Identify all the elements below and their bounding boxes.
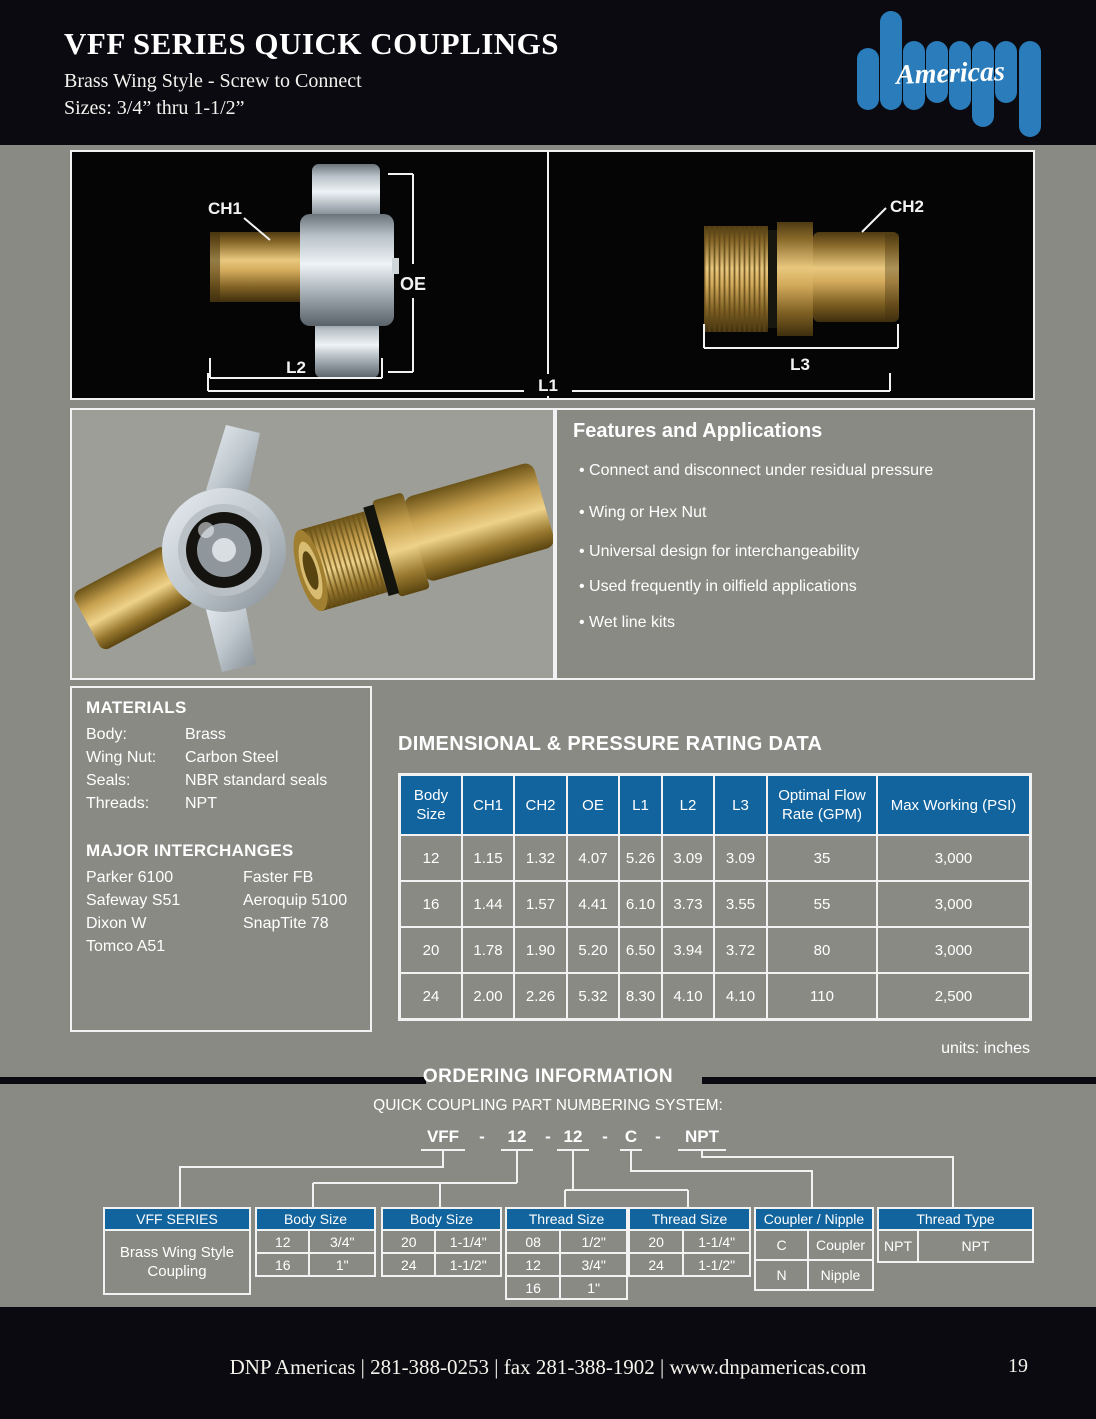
legend-box-thread-size-b: [628, 1207, 751, 1277]
table-cell: 3.09: [714, 835, 767, 881]
interchange-row: [86, 866, 358, 889]
dimension-diagrams-panel: [70, 150, 1035, 400]
part-segment-body-size: 12: [501, 1127, 533, 1151]
table-cell: 1.90: [514, 927, 567, 973]
code-cell: 20: [383, 1231, 436, 1252]
legend-box-header: Body Size: [383, 1209, 500, 1231]
value-cell: Coupler: [816, 1237, 866, 1253]
part-separator: -: [545, 1127, 551, 1146]
feature-item: • Used frequently in oilfield applications: [579, 578, 1009, 596]
table-cell: 2,500: [877, 973, 1030, 1019]
interchange-row: [86, 935, 358, 958]
oe-label: OE: [399, 274, 427, 294]
column-header: L3: [714, 775, 767, 835]
table-cell: 3.72: [714, 927, 767, 973]
legend-box-header: Thread Size: [507, 1209, 626, 1231]
legend-row: [507, 1252, 626, 1275]
legend-row: [507, 1275, 626, 1298]
interchange-brand: Tomco A51: [86, 938, 166, 955]
code-cell: 20: [630, 1231, 684, 1252]
ordering-title: ORDERING INFORMATION: [422, 1066, 674, 1087]
interchange-brand: Aeroquip 5100: [243, 892, 348, 909]
render-nipple: [284, 455, 553, 622]
features-title: Features and Applications: [573, 420, 823, 442]
code-cell: 16: [507, 1277, 561, 1298]
legend-box-coupler-nipple: [754, 1207, 874, 1291]
table-cell: 3,000: [877, 927, 1030, 973]
table-cell: 16: [400, 881, 462, 927]
legend-row: [257, 1231, 374, 1252]
material-label: Threads:: [86, 795, 150, 812]
feature-item: • Connect and disconnect under residual pressure: [579, 462, 1009, 480]
value-cell: 1": [587, 1279, 601, 1296]
table-cell: 5.32: [567, 973, 619, 1019]
column-header: Body Size: [400, 775, 462, 835]
interchanges-title: MAJOR INTERCHANGES: [86, 841, 294, 860]
legend-row: [383, 1231, 500, 1252]
table-cell: 4.07: [567, 835, 619, 881]
part-segment-thread-size: 12: [557, 1127, 589, 1151]
part-separator: -: [655, 1127, 661, 1146]
interchange-brand: Parker 6100: [86, 869, 174, 886]
legend-box-body-size-a: [255, 1207, 376, 1277]
column-header: Optimal Flow Rate (GPM): [767, 775, 877, 835]
dimension-table-title: DIMENSIONAL & PRESSURE RATING DATA: [398, 733, 823, 755]
legend-row: [756, 1259, 872, 1289]
table-cell: 6.10: [619, 881, 662, 927]
legend-box-thread-size-a: [505, 1207, 628, 1300]
material-row: [86, 723, 358, 746]
page-header: [0, 0, 1096, 145]
code-cell: 24: [630, 1254, 684, 1275]
part-segment-series: VFF: [421, 1127, 465, 1151]
features-panel: [555, 408, 1035, 680]
material-label: Body:: [86, 726, 127, 743]
code-cell: N: [756, 1261, 809, 1289]
table-cell: 3.55: [714, 881, 767, 927]
render-coupler: [72, 425, 286, 672]
interchange-brand: Faster FB: [243, 869, 314, 886]
value-cell: 1-1/4": [698, 1233, 736, 1250]
legend-row: [879, 1231, 1032, 1261]
footer-contact: DNP Americas | 281-388-0253 | fax 281-388-1902 | www.dnpamericas.com: [229, 1355, 867, 1379]
l3-label: L3: [790, 355, 810, 374]
part-segment-thread-type: NPT: [678, 1127, 726, 1151]
table-cell: 3,000: [877, 835, 1030, 881]
code-cell: 16: [257, 1254, 310, 1275]
interchange-row: [86, 889, 358, 912]
page-title: VFF SERIES QUICK COUPLINGS: [64, 26, 560, 61]
part-separator: -: [602, 1127, 608, 1146]
code-cell: 12: [507, 1254, 561, 1275]
legend-box-header: VFF SERIES: [105, 1209, 249, 1231]
value-cell: 1": [335, 1256, 349, 1273]
legend-row: [257, 1252, 374, 1275]
units-note: units: inches: [941, 1040, 1030, 1057]
table-cell: 4.41: [567, 881, 619, 927]
column-header: CH1: [462, 775, 514, 835]
table-cell: 3,000: [877, 881, 1030, 927]
code-cell: 08: [507, 1231, 561, 1252]
table-cell: 2.00: [462, 973, 514, 1019]
material-value: Carbon Steel: [185, 749, 279, 766]
legend-box-thread-type: [877, 1207, 1034, 1263]
legend-box-header: Thread Type: [879, 1209, 1032, 1231]
value-cell: 1-1/2": [698, 1256, 736, 1273]
column-header: L1: [619, 775, 662, 835]
page-number: 19: [1008, 1355, 1028, 1377]
legend-box-header: Thread Size: [630, 1209, 749, 1231]
value-cell: 3/4": [581, 1256, 606, 1273]
table-cell: 1.15: [462, 835, 514, 881]
interchange-brand: SnapTite 78: [243, 915, 329, 932]
table-cell: 3.73: [662, 881, 714, 927]
column-header: CH2: [514, 775, 567, 835]
table-cell: 24: [400, 973, 462, 1019]
logo-americas-text: Americas: [895, 56, 1006, 91]
table-cell: 5.26: [619, 835, 662, 881]
code-cell: NPT: [879, 1231, 919, 1261]
size-range: Sizes: 3/4” thru 1-1/2”: [64, 97, 245, 119]
legend-box-vff-series: [103, 1207, 251, 1295]
table-cell: 20: [400, 927, 462, 973]
legend-box-header: Body Size: [257, 1209, 374, 1231]
table-cell: 12: [400, 835, 462, 881]
table-cell: 4.10: [662, 973, 714, 1019]
coupler-photo: [210, 164, 399, 378]
column-header: OE: [567, 775, 619, 835]
value-cell: 3/4": [330, 1233, 355, 1250]
value-cell: 1/2": [581, 1233, 606, 1250]
product-render-image: [72, 410, 553, 678]
material-value: NPT: [185, 795, 217, 812]
interchange-brand: Safeway S51: [86, 892, 181, 909]
table-cell: 3.94: [662, 927, 714, 973]
material-row: [86, 769, 358, 792]
l1-label: L1: [538, 376, 558, 395]
page-subtitle: Brass Wing Style - Screw to Connect: [64, 70, 362, 92]
materials-title: MATERIALS: [86, 698, 187, 717]
product-render-panel: [70, 408, 555, 680]
table-cell: 110: [767, 973, 877, 1019]
table-cell: 5.20: [567, 927, 619, 973]
table-cell: 6.50: [619, 927, 662, 973]
table-cell: 1.44: [462, 881, 514, 927]
material-row: [86, 792, 358, 815]
material-value: Brass: [185, 726, 226, 743]
code-cell: 12: [257, 1231, 310, 1252]
interchange-brand: Dixon W: [86, 915, 147, 932]
column-header: Max Working (PSI): [877, 775, 1030, 835]
value-cell: 1-1/4": [449, 1233, 487, 1250]
part-number-connector-lines: [0, 1148, 1096, 1210]
interchange-row: [86, 912, 358, 935]
value-cell: NPT: [961, 1238, 990, 1254]
materials-panel: [70, 686, 372, 1032]
column-header: L2: [662, 775, 714, 835]
table-cell: 2.26: [514, 973, 567, 1019]
feature-item: • Universal design for interchangeability: [579, 543, 1009, 561]
legend-row: [507, 1231, 626, 1252]
code-cell: 24: [383, 1254, 436, 1275]
legend-box-header: Coupler / Nipple: [756, 1209, 872, 1231]
page-footer: [0, 1307, 1096, 1419]
legend-row: [630, 1252, 749, 1275]
value-cell: 1-1/2": [449, 1256, 487, 1273]
legend-row: [383, 1252, 500, 1275]
code-cell: C: [756, 1231, 809, 1259]
table-cell: 4.10: [714, 973, 767, 1019]
legend-row: [756, 1231, 872, 1259]
table-cell: 80: [767, 927, 877, 973]
legend-box-body-size-b: [381, 1207, 502, 1277]
dnp-americas-logo-icon: [853, 8, 1048, 138]
material-label: Seals:: [86, 772, 131, 789]
ch2-label: CH2: [890, 197, 925, 216]
part-segment-coupler-nipple: C: [620, 1127, 642, 1151]
legend-box-body: Brass Wing Style Coupling: [119, 1244, 235, 1280]
part-separator: -: [479, 1127, 485, 1146]
table-cell: 55: [767, 881, 877, 927]
nipple-photo: [704, 222, 899, 336]
value-cell: Nipple: [820, 1267, 861, 1283]
feature-item: • Wing or Hex Nut: [579, 504, 1009, 522]
material-label: Wing Nut:: [86, 749, 157, 766]
table-cell: 3.09: [662, 835, 714, 881]
table-cell: 1.32: [514, 835, 567, 881]
legend-row: [630, 1231, 749, 1252]
material-row: [86, 746, 358, 769]
table-cell: 35: [767, 835, 877, 881]
ordering-subtitle: QUICK COUPLING PART NUMBERING SYSTEM:: [373, 1097, 723, 1114]
material-value: NBR standard seals: [185, 772, 328, 789]
dimension-table: [398, 773, 1032, 1021]
ch1-label: CH1: [208, 199, 243, 218]
table-cell: 1.57: [514, 881, 567, 927]
table-cell: 1.78: [462, 927, 514, 973]
feature-item: • Wet line kits: [579, 614, 1009, 632]
coupler-nipple-dimension-drawing: [72, 152, 1033, 398]
l2-label: L2: [286, 358, 306, 377]
table-cell: 8.30: [619, 973, 662, 1019]
